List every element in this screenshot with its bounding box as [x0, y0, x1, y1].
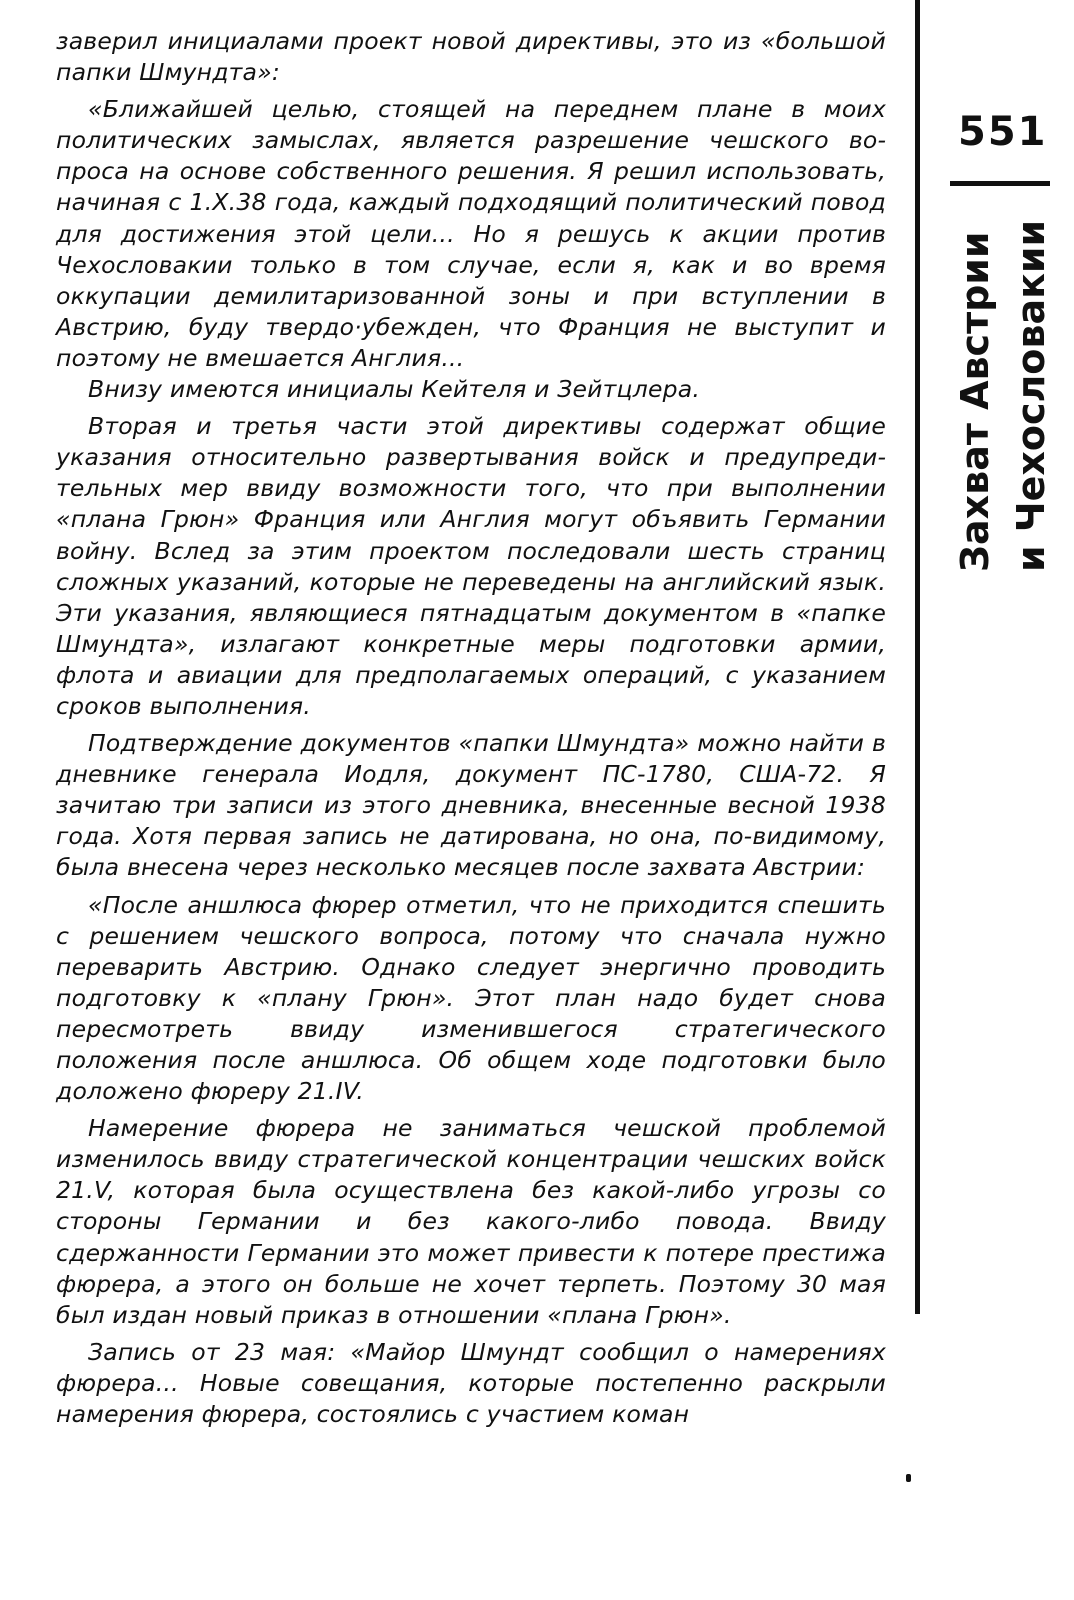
vertical-rule: [915, 0, 920, 1314]
running-head-line-2: и Чехословакии: [1009, 219, 1053, 572]
paragraph-2: «Ближайшей целью, стоящей на переднем плане в моих политических замыслах, является разрешение чешского вопроса на основе собственного решения. Я решил использовать, начиная с 1.Х.38 года, каждый подходящий политический повод для достижения этой цели... Но я решусь к акции против Чехословакии только в том случае, если я, как и во время оккупации демилитаризованной зоны и при вступлении в Австрию, буду твердо·убежден, что Франция не выступит и поэтому не вмешается Англия...: [56, 95, 886, 372]
paragraph-3: Внизу имеются инициалы Кейтеля и Зейтцлера.: [88, 375, 700, 404]
paragraph-8: Запись от 23 мая: «Майор Шмундт сообщил о намерениях фюрера... Новые совещания, которые постепенно раскрыли намерения фюрера, состоялись с участием коман: [56, 1337, 886, 1429]
paragraph-5: Подтверждение документов «папки Шмундта» можно найти в дневнике генерала Иодля, документ ПС-1780, США-72. Я зачитаю три записи из этого дневника, внесенные весной 1938 года. Хотя первая запись не датирована, но она, по-видимому, была внесена через несколько месяцев после захвата Австрии:: [56, 729, 886, 882]
paragraph-4: Вторая и третья части этой директивы содержат общие указания относительно развертывания войск и предупредительных мер ввиду возможности того, что при выполнении «плана Грюн» Франция или Англия могут объявить Германии войну. Вслед за этим проектом последовали шесть страниц сложных указаний, которые не переведены на английский язык. Эти указания, являющиеся пятнадцатым документом в «папке Шмундта», излагают конкретные меры подготовки армии, флота и авиации для предполагаемых операций, с указанием сроков выполнения.: [56, 412, 886, 720]
paragraph-7: Намерение фюрера не заниматься чешской проблемой изменилось ввиду стратегической концентрации чешских войск 21.V, которая была осуществлена без какой-либо угрозы со стороны Германии и без какого-либо повода. Ввиду сдержанности Германии это может привести к потере престижа фюрера, а этого он больше не хочет терпеть. Поэтому 30 мая был издан новый приказ в отношении «плана Грюн».: [56, 1114, 886, 1329]
running-head-line-1: Захват Австрии: [953, 231, 997, 572]
paragraph-6: «После аншлюса фюрер отметил, что не приходится спешить с решением чешского вопроса, потому что сначала нужно переварить Австрию. Однако следует энергично проводить подготовку к «плану Грюн». Этот план надо будет снова пересмотреть ввиду изменившегося стратегического положения после аншлюса. Об общем ходе подготовки было доложено фюреру 21.IV.: [56, 890, 886, 1106]
page-number: 551: [958, 109, 1048, 155]
body-text: [56, 26, 886, 1436]
page-number-rule: [950, 181, 1050, 186]
print-speck: [906, 1474, 911, 1482]
paragraph-1: заверил инициалами проект новой директивы, это из «большой папки Шмундта»:: [56, 27, 886, 87]
running-head-text: [947, 202, 1059, 572]
